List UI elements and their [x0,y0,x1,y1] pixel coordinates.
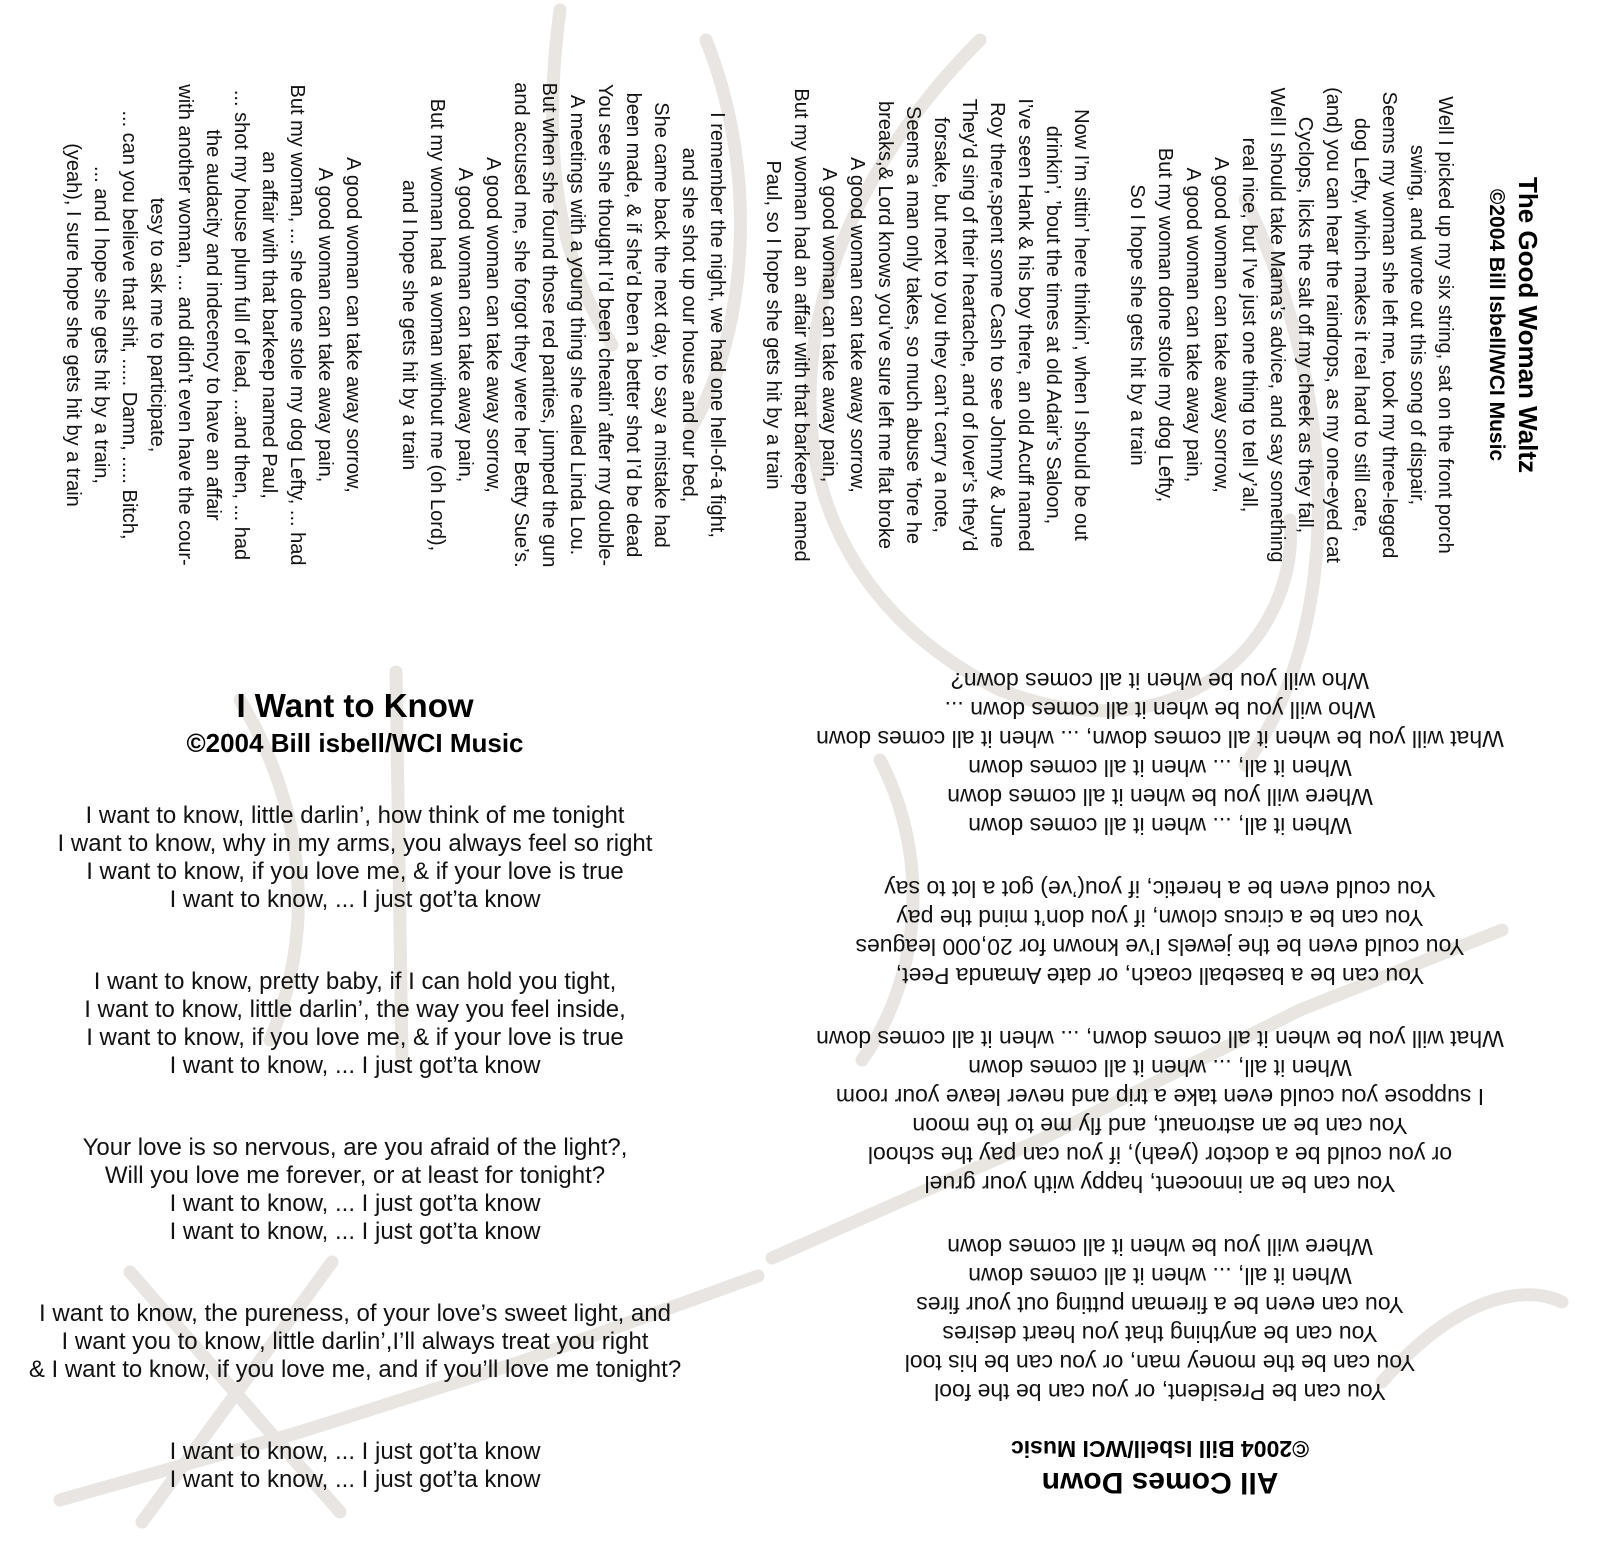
lyric-line: I want to know, ... I just got’ta know [169,1438,541,1465]
lyric-line: A good woman can take away sorrow, [1210,157,1232,493]
lyric-line: Roy there,spent some Cash to see Johnny & June [986,102,1008,548]
lyric-line: A good woman can take away sorrow, [482,157,504,493]
song-title-i-want-to-know: I Want to Know [236,687,474,724]
lyric-line: & I want to know, if you love me, and if you’ll love me tonight? [28,1356,682,1383]
lyric-line: She came back the next day, to say a mistake had [650,102,672,548]
lyric-line: (yeah), I sure hope she gets hit by a train [62,143,84,507]
lyric-line: What will you be when it all comes down, ... when it all comes down [816,726,1504,752]
lyric-line: Where will you be when it all comes down [947,1234,1373,1260]
lyric-line: When it all, ... when it all comes down [968,813,1352,839]
lyric-line: I want to know, little darlin’, how think of me tonight [85,802,625,829]
lyrics-i-want-to-know [15,802,695,1494]
lyric-line: But my woman, ... she done stole my dog Lefty, ... had [286,84,308,566]
lyric-line: forsake, but next to you they can’t carry a note, [930,117,952,533]
stanza [759,26,1095,624]
lyric-line: Paul, so I hope she gets hit by a train [762,160,784,490]
lyric-line: Now I’m sittin’ here thinkin’, when I should be out [1070,109,1092,541]
lyric-line: A good woman can take away sorrow, [846,157,868,493]
lyrics-good-woman-waltz [59,26,1459,624]
lyric-line: I want to know, little darlin’, the way you feel inside, [84,996,626,1023]
panel-i-want-to-know [15,686,695,1548]
stanza [755,666,1565,840]
song-title-all-comes-down: All Comes Down [1041,1466,1279,1499]
lyric-line: A good woman can take away pain, [314,167,336,483]
lyric-line: But my woman had a woman without me (oh Lord), [426,98,448,552]
lyric-line: A good woman can take away pain, [1182,167,1204,483]
lyric-line: Seems my woman she left me, took my three-legged [1378,91,1400,559]
lyric-line: What will you be when it all comes down, ... when it all comes down [816,1026,1504,1052]
lyric-line: an affair with that barkeep named Paul, [258,151,280,499]
lyric-line: and accused me, she forgot they were her Betty Sue’s. [510,82,532,568]
lyric-line: When it all, ... when it all comes down [968,1263,1352,1289]
lyric-line: the audacity and indecency to have an affair [202,129,224,521]
song-credit-good-woman-waltz: ©2004 Bill Isbell/WCI Music [1485,188,1508,462]
lyric-line: I’ve seen Hank & his boy there, an old Acuff named [1014,98,1036,552]
lyric-line: real nice, but I’ve just one thing to tell y’all, [1238,137,1260,513]
lyric-line: ... can you believe that shit, ..... Damn, ..... Bitch, [118,110,140,540]
lyric-line: (and) you can hear the raindrops, as my one-eyed cat [1322,87,1344,563]
lyric-line: When it all, ... when it all comes down [968,1055,1352,1081]
lyric-line: They’d sing of their heartache, and of lover’s they’d [958,98,980,552]
lyric-line: I want to know, the pureness, of your love’s sweet light, and [39,1300,671,1327]
lyric-line: I want to know, ... I just got’ta know [169,1218,541,1245]
lyric-line: Cyclops, licks the salt off my cheek as they fall, [1294,116,1316,534]
lyric-line: You can be an innocent, happy with your gruel [924,1171,1396,1197]
lyric-line: Will you love me forever, or at least for tonight? [104,1162,606,1189]
lyric-line: But my woman had an affair with that barkeep named [790,88,812,562]
lyric-line: I remember the night, we had one hell-of-a fight, [706,112,728,538]
lyric-line: Seems a man only takes, so much abuse ’fore he [902,105,924,544]
lyric-line: Who will you be when it all comes down ... [944,697,1376,723]
lyric-line: A good woman can take away pain, [818,167,840,483]
lyric-line: A good woman can take away sorrow, [342,157,364,493]
lyric-line: A meetings with a young thing she called Linda Lou. [566,94,588,556]
song-credit-i-want-to-know: ©2004 Bill isbell/WCI Music [186,728,524,758]
lyric-line: or you could be a doctor (yeah), if you can pay the school [867,1142,1453,1168]
lyric-line: You could even be the jewels I’ve known for 20,000 leagues [855,934,1465,960]
lyric-line: When it all, ... when it all comes down [968,755,1352,781]
lyric-line: Your love is so nervous, are you afraid of the light?, [82,1134,628,1161]
lyric-line: ... shot my house plum full of lead, ...and then, ... had [230,89,252,561]
lyric-line: I suppose you could even take a trip and never leave your room [835,1084,1485,1110]
lyric-line: Well I picked up my six string, sat on the front porch [1434,96,1456,554]
lyric-line: I want to know, if you love me, & if your love is true [86,858,624,885]
lyric-line: I want to know, ... I just got’ta know [169,1052,541,1079]
lyric-line: You can be anything that you heart desires [942,1321,1378,1347]
lyric-line: I want to know, pretty baby, if I can hold you tight, [93,968,617,995]
stanza [15,1134,695,1246]
lyric-line: Who will you be when it all comes down? [950,668,1370,694]
lyric-line: I want to know, ... I just got’ta know [169,1190,541,1217]
panel-the-good-woman-waltz [33,26,1545,624]
stanza [59,26,367,624]
lyric-line: Where will you be when it all comes down [947,784,1373,810]
lyric-line: drinkin’, ’bout the times at old Adair’s Saloon, [1042,125,1064,525]
lyric-line: But my woman done stole my dog Lefty, [1154,147,1176,503]
panel-all-comes-down [755,640,1565,1500]
lyric-line: Well I should take Mama’s advice, and say something [1266,87,1288,563]
lyric-line: You can be President, or you can be the fool [934,1379,1386,1405]
lyric-line: I want to know, if you love me, & if your love is true [86,1024,624,1051]
stanza [15,802,695,914]
lyric-line: You can even be a fireman putting out your fires [916,1292,1404,1318]
stanza [395,26,731,624]
lyric-line: I want to know, ... I just got’ta know [169,886,541,913]
song-credit-all-comes-down: ©2004 Bill Isbell/WCI Music [1010,1436,1310,1462]
lyric-line: breaks,& Lord knows you’ve sure left me flat broke [874,101,896,549]
stanza [755,1232,1565,1406]
lyric-line: and she shot up our house and our bed, [678,147,700,503]
stanza [15,1438,695,1494]
lyric-line: dog Lefty, which makes it real hard to still care, [1350,117,1372,533]
lyric-line: with another woman, ... and didn’t even have the cour- [174,84,196,566]
lyric-line: You can be a circus clown, if you don’t mind the pay [896,905,1424,931]
lyric-line: You can be an astronaut, and fly me to the moon [912,1113,1408,1139]
stanza [755,874,1565,990]
lyric-line: ... and I hope she gets hit by a train, [90,166,112,484]
lyric-line: You can be a baseball coach, or date Amanda Peet, [895,963,1425,989]
stanza [755,1024,1565,1198]
stanza [15,968,695,1080]
lyric-line: I want to know, ... I just got’ta know [169,1466,541,1493]
lyric-line: A good woman can take away pain, [454,167,476,483]
lyric-line: I want to know, why in my arms, you always feel so right [57,830,653,857]
lyric-line: You can be the money man, or you can be his tool [904,1350,1416,1376]
lyric-line: swing, and wrote out this song of dispair, [1406,144,1428,506]
stanza [1123,26,1459,624]
lyric-line: You see she thought I’d been cheatin’ after my double- [594,83,616,567]
lyric-line: been made, & if she’d been a better shot I’d be dead [622,92,644,558]
lyric-line: tesy to ask me to participate, [146,197,168,453]
lyric-line: So I hope she gets hit by a train [1126,184,1148,466]
lyrics-all-comes-down [755,666,1565,1406]
lyric-line: You could even be a heretic, if you(’ve) got a lot to say [884,876,1436,902]
lyric-line: I want you to know, little darlin’,I’ll always treat you right [61,1328,649,1355]
stanza [15,1300,695,1384]
lyric-line: But when she found those red panties, jumped the gun [538,82,560,568]
song-title-good-woman-waltz: The Good Woman Waltz [1513,176,1543,474]
lyric-line: and I hope she gets hit by a train [398,179,420,471]
